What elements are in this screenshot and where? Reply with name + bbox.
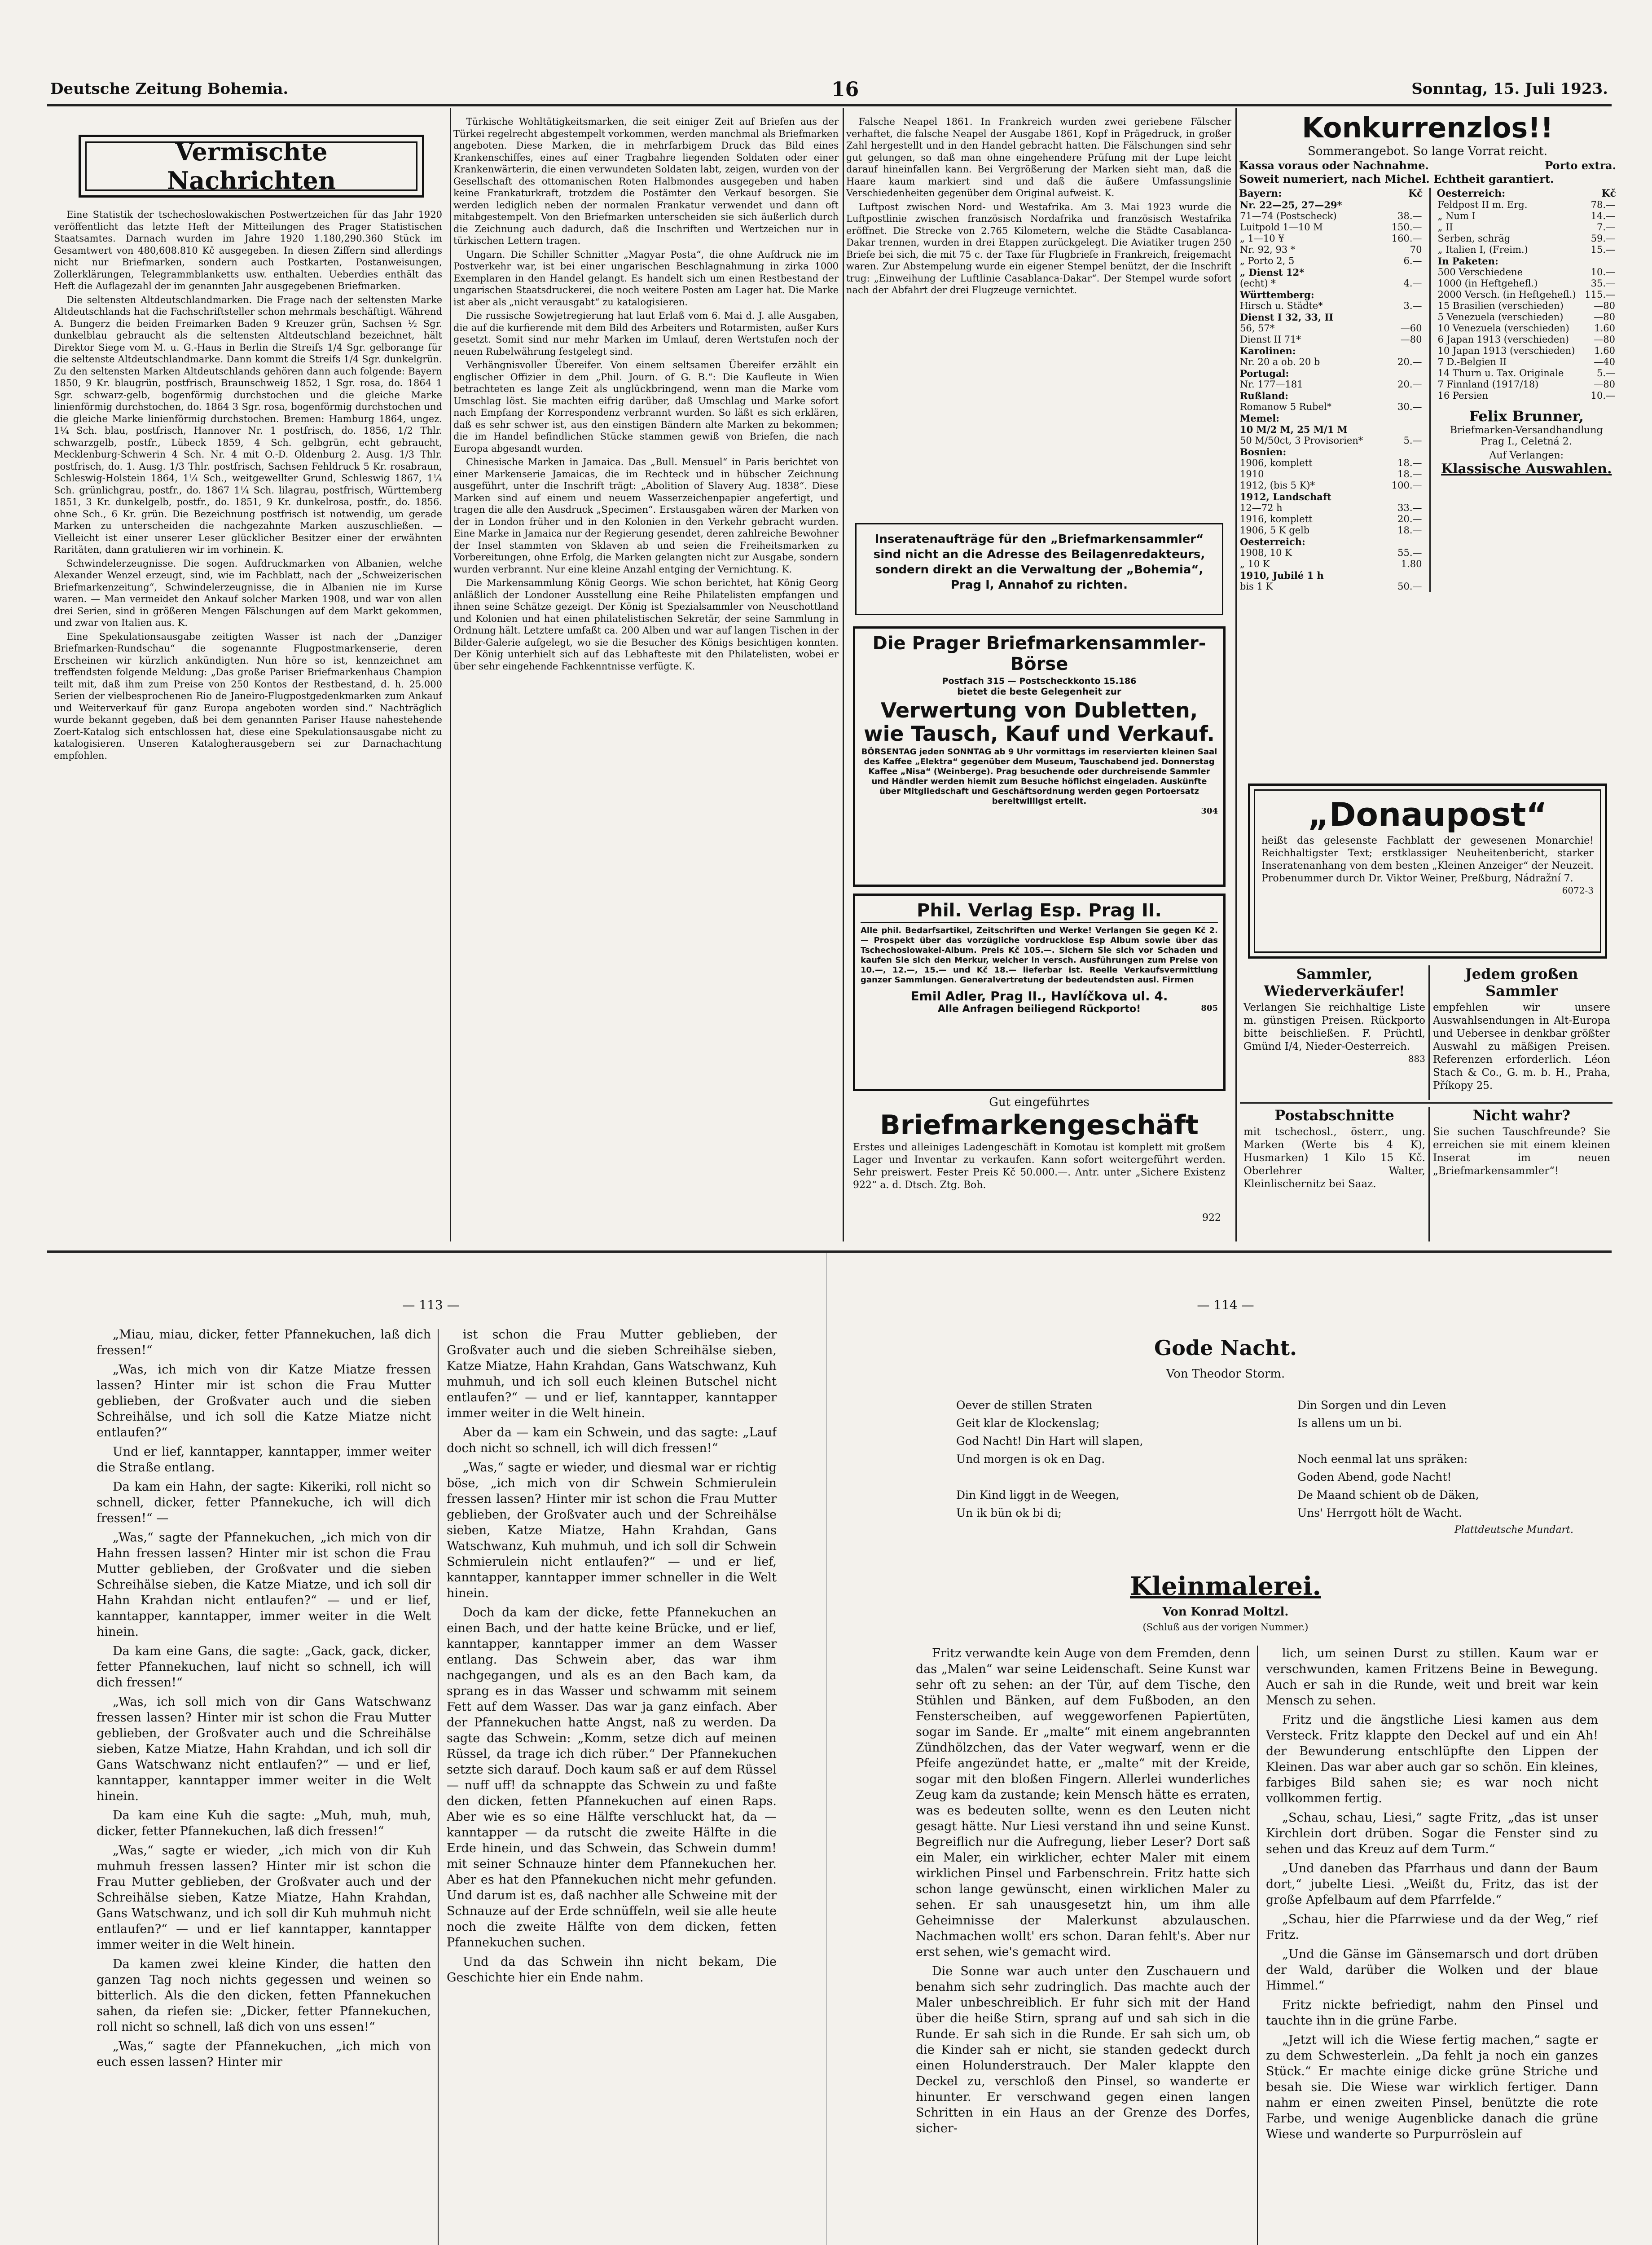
story-paragraph: „Was, ich mich von dir Katze Miatze fressen lassen? Hinter mir ist schon die Frau Mutter geblieben, der Großvater auch und die sieben Schreihälse, und ich soll die Katze Miatze nicht entlaufen?“: [97, 1363, 431, 1439]
price-item: 10 M/2 M, 25 M/1 M: [1240, 424, 1348, 435]
story-paragraph: „Was, ich soll mich von dir Gans Watschwanz fressen lassen? Hinter mir ist schon die Frau Mutter geblieben, der Großvater auch und die Schreihälse sieben, Katze Miatze, Hahn Krahdan, und ich soll dir Gans Watschwanz nicht entlaufen?“ — und er lief, kanntapper, kanntapper immer weiter in die Welt hinein.: [97, 1695, 431, 1803]
price-item: 56, 57*: [1240, 323, 1275, 334]
ad-konkurrenzlos-name: Felix Brunner,: [1469, 408, 1584, 425]
ad-konkurrenzlos: [1239, 112, 1616, 777]
story-title: Kleinmalerei.: [1130, 1572, 1321, 1601]
price-item: 6 Japan 1913 (verschieden): [1437, 334, 1569, 345]
article-column-2: [453, 116, 839, 1241]
price-row: [1239, 424, 1423, 435]
story-paragraph: ist schon die Frau Mutter geblieben, der Großvater auch und die sieben Schreihälse sieben, Katze Miatze, Hahn Krahdan, Gans Watschwanz, Kuh muhmuh, und ich soll euch kleinen Butschel nicht entlaufen?“ — und er lief, kanntapper, kanntapper immer weiter in die Welt hinein.: [447, 1328, 777, 1420]
story-paragraph: Da kam eine Kuh die sagte: „Muh, muh, muh, dicker, fetter Pfannekuchen, laß dich fressen!“: [97, 1809, 431, 1838]
price-value: 20.—: [1397, 514, 1422, 524]
price-item: 5 Venezuela (verschieden): [1437, 312, 1564, 322]
price-row: [1437, 345, 1617, 357]
ad-geschaeft-number: 922: [1202, 1212, 1221, 1224]
price-item: Oesterreich:: [1240, 536, 1305, 547]
header-rule: [47, 104, 1612, 106]
section-title: Vermischte Nachrichten: [167, 137, 336, 195]
price-row: [1437, 323, 1617, 334]
price-item: 71—74 (Postscheck): [1240, 211, 1337, 221]
price-row: [1437, 278, 1617, 289]
article-uebereifer: Verhängnisvoller Übereifer. Von einem seltsamen Übereifer erzählt ein englischer Offizier in dem „Phil. Journ. of G. B.“: Die Kaufleute in Wien betrachteten es lange Zeit als unglückbringend, wenn man die Marke vom Umschlag löst. Sie machten eifrig darüber, daß Umschlag und Marke sofort nach Empfang der Korrespondenz verbrannt wurden. So läßt es sich erklären, daß es sehr schwer ist, aus den einstigen Bändern alte Marken zu bekommen; die im Handel befindlichen Stücke stammen gewiß von Briefen, die nach Europa abgesandt wurden.: [453, 360, 839, 454]
price-item: Nr. 177—181: [1240, 379, 1303, 390]
price-value: 18.—: [1397, 469, 1422, 480]
price-item: Karolinen:: [1240, 345, 1296, 357]
price-value: 55.—: [1397, 547, 1422, 558]
story-paragraph: „Was,“ sagte er wieder, „ich mich von dir Kuh muhmuh fressen lassen? Hinter mir ist schon die Frau Mutter geblieben, der Großvater auch und der Schreihälse sieben, Katze Miatze, Hahn Krahdan, Gans Watschwanz, und ich soll dir Kuh muhmuh nicht entlaufen?“ — und er lief kanntapper, kanntapper immer weiter in die Welt hinein.: [97, 1844, 431, 1952]
poem-line: Noch eenmal lat uns spräken:: [1297, 1453, 1468, 1466]
ad-geschaeft: [853, 1096, 1226, 1239]
price-row: [1239, 581, 1423, 592]
article-spekulation: Eine Spekulationsausgabe zeitigten Wasser ist nach der „Danziger Briefmarken-Rundschau“ die sogenannte Flugpostmarkenserie, deren Erscheinen wir kürzlich ankündigten. Nun höre so ist, kennzeichnet am treffendsten folgende Meldung: „Das große Pariser Briefmarkenhaus Champion teilt mit, daß ihm zum Preise von 250 Kontos der Restbestand, d. h. 25.000 Serien der vielbesprochenen Rio de Janeiro-Flugpostgedenkmarken zum Ankauf und Weiterverkauf für ganz Europa angeboten worden sind.“ Nachträglich wurde bekannt gegeben, daß bei dem genannten Pariser Hause nahestehende Zoert-Katalog sich entschlossen hat, diese eine Spekulationsausgabe nicht zu katalogisieren. Unseren Katalogherausgebern sei zur Darnachachtung empfohlen.: [54, 631, 442, 761]
price-row: [1239, 300, 1423, 312]
ad-geschaeft-intro: Gut eingeführtes: [989, 1096, 1090, 1109]
price-value: 150.—: [1391, 222, 1422, 233]
price-value: 30.—: [1397, 401, 1422, 412]
page-number: 16: [831, 78, 859, 101]
price-value: 115.—: [1585, 289, 1616, 300]
ad-sammler-number: 883: [1408, 1053, 1425, 1064]
poem-line: Un ik bün ok bi di;: [956, 1506, 1062, 1519]
price-value: 10.—: [1590, 267, 1616, 277]
price-item: „ 10 K: [1240, 559, 1270, 569]
price-item: (echt) *: [1240, 278, 1276, 289]
price-value: 20.—: [1397, 379, 1422, 390]
price-list-currency: Kč: [1601, 188, 1617, 199]
price-row: [1437, 300, 1617, 312]
price-item: 1912, (bis 5 K)*: [1240, 480, 1315, 491]
masthead: [50, 80, 1608, 102]
price-value: 35.—: [1590, 278, 1616, 289]
price-value: [1385, 491, 1423, 502]
price-item: In Paketen:: [1437, 255, 1498, 267]
ad-donaupost: [1248, 784, 1607, 959]
price-value: 7.—: [1596, 222, 1616, 233]
price-value: [1385, 390, 1423, 401]
price-row: [1239, 312, 1423, 323]
poem-author: Von Theodor Storm.: [1166, 1367, 1285, 1381]
price-row: [1437, 255, 1617, 267]
price-value: [1385, 267, 1423, 278]
price-row: [1239, 199, 1423, 211]
price-value: 70: [1410, 244, 1422, 255]
poem-note: Plattdeutsche Mundart.: [1454, 1524, 1573, 1536]
price-row: [1437, 199, 1617, 211]
story-column-d: [1266, 1646, 1598, 2245]
price-value: —60: [1400, 323, 1422, 334]
price-row: [1239, 413, 1423, 424]
price-item: 2000 Versch. (in Heftgehefl.): [1437, 289, 1576, 300]
price-row: [1239, 222, 1423, 233]
price-value: 4.—: [1403, 278, 1422, 289]
ad-donaupost-text: heißt das gelesenste Fachblatt der gewesenen Monarchie! Reichhaltigster Text; erstklassiger Neuheitenbericht, starker Inseratenanhang von dem besten „Kleinen Anzeiger“ der Neuzeit. Probenummer durch Dr. Viktor Weiner, Preßburg, Nádražní 7.: [1261, 835, 1594, 884]
price-item: „ Num I: [1437, 211, 1476, 221]
price-value: [1385, 345, 1423, 357]
ad-konkurrenzlos-line2: Prag I., Celetná 2.: [1481, 436, 1572, 447]
story-paragraph: Da kam eine Gans, die sagte: „Gack, gack, dicker, fetter Pfannekuchen, lauf nicht so schnell, ich will dich fressen!“: [97, 1644, 431, 1690]
price-row: [1437, 244, 1617, 255]
price-item: „ 1—10 ¥: [1240, 233, 1284, 244]
price-item: 12—72 h: [1240, 502, 1283, 513]
price-row: [1437, 379, 1617, 390]
ad-divider: [1240, 1102, 1612, 1104]
price-row: [1437, 289, 1617, 300]
price-row: [1239, 379, 1423, 390]
column-rule: [1257, 1646, 1258, 2245]
price-item: 7 Finnland (1917/18): [1437, 379, 1539, 390]
price-value: [1385, 368, 1423, 379]
story-note: (Schluß aus der vorigen Nummer.): [1142, 1622, 1309, 1633]
article-jamaica: Chinesische Marken in Jamaica. Das „Bull. Mensuel“ in Paris berichtet von einer Markenserie Jamaicas, die im Rechteck und in hübscher Zeichnung ausgeführt, unter die Inschrift trägt: „Abolition of Slavery Aug. 1838“. Diese Marken sind auf einem und neuem Wasserzeichenpapier angefertigt, und tragen die alle den Ausdruck „Specimen“. Erstausgaben wären der Marken von der in London früher und in den Kolonien in den Verkehr gebracht wurden. Eine Marke in Jamaica nur der Regierung gesendet, deren zahlreiche Bewohner der Insel stammten von Sklaven ab und seien die Freiheitsmarken zu Vorbereitungen, ohne Erfolg, die Marken gelangten nicht zur Ausgabe, sondern wurden verbrannt. Nur eine kleine Anzahl entging der Vernichtung. K.: [453, 457, 839, 575]
ad-konkurrenzlos-line4: Klassische Auswahlen.: [1441, 461, 1612, 477]
ad-boerse-number: 304: [1201, 806, 1218, 816]
price-value: [1385, 413, 1423, 424]
ad-boerse: [853, 626, 1226, 887]
price-value: 78.—: [1590, 199, 1616, 210]
price-item: Württemberg:: [1240, 289, 1314, 300]
story-paragraph: „Schau, schau, Liesi,“ sagte Fritz, „das ist unser Kirchlein dort drüben. Sogar die Fenster sind zu sehen und das Kreuz auf dem Turm.“: [1266, 1811, 1598, 1856]
price-item: 500 Verschiedene: [1437, 267, 1523, 277]
price-value: [1385, 289, 1423, 300]
story-paragraph: „Miau, miau, dicker, fetter Pfannekuchen, laß dich fressen!“: [97, 1328, 431, 1357]
price-row: [1239, 458, 1423, 469]
price-item: Rußland:: [1240, 390, 1288, 401]
page-separator: [47, 1250, 1612, 1253]
price-row: [1239, 345, 1423, 357]
price-value: [1385, 536, 1423, 547]
story-paragraph: Die Sonne war auch unter den Zuschauern und benahm sich sehr zudringlich. Das machte auch der Maler unbeschreiblich. Er fuhr sich mit der Hand über die heiße Stirn, sprang auf und sah sich in die Runde. Er sah sich in die Runde. Er sah sich um, ob die Kinder sah er nicht, sie standen gedeckt durch einen Holunderstrauch. Der Maler klappte den Deckel zu, verschloß den Pinsel, so wanderte er hinunter. Er verschwand gegen einen langen Schritten in ein Haus an der Grenze des Dorfes, sicher-: [916, 1964, 1250, 2135]
price-value: 100.—: [1391, 480, 1422, 491]
price-row: [1239, 480, 1423, 491]
price-row: [1239, 401, 1423, 413]
ad-geschaeft-title: Briefmarkengeschäft: [880, 1109, 1199, 1141]
price-value: 14.—: [1590, 211, 1616, 221]
price-value: 33.—: [1397, 502, 1422, 513]
poem-right: [1297, 1396, 1589, 1540]
price-list-right: [1437, 199, 1617, 401]
price-value: 59.—: [1590, 233, 1616, 244]
ad-phil-title: Phil. Verlag Esp. Prag II.: [861, 899, 1218, 923]
price-row: [1239, 278, 1423, 289]
price-value: [1385, 312, 1423, 323]
price-item: 1906, komplett: [1240, 458, 1313, 468]
price-value: 160.—: [1391, 233, 1422, 244]
ad-boerse-sub: Postfach 315 — Postscheckkonto 15.186: [942, 676, 1137, 686]
story-paragraph: „Und die Gänse im Gänsemarsch und dort drüben der Wald, darüber die Wolken und der blaue Himmel.“: [1266, 1947, 1598, 1993]
story-paragraph: „Und daneben das Pfarrhaus und dann der Baum dort,“ jubelte Liesi. „Weißt du, Fritz, das ist der große Apfelbaum auf dem Pfarrfelde.“: [1266, 1862, 1598, 1907]
poem-line: Oever de stillen Straten: [956, 1399, 1093, 1412]
poem-line: [956, 1468, 1270, 1486]
price-value: 1.60: [1594, 345, 1616, 356]
ad-konkurrenzlos-title: Konkurrenzlos!!: [1302, 111, 1553, 144]
price-item: 50 M/50ct, 3 Provisorien*: [1240, 435, 1363, 446]
ad-phil-text: Alle phil. Bedarfsartikel, Zeitschriften und Werke! Verlangen Sie gegen Kč 2.— Prospekt über das vorzügliche vordrucklose Esp Album sowie über das Tschechoslowakei-Album. Preis Kč 105.—. Sichern Sie sich vor Schaden und kaufen Sie sich den Merkur, welcher in versch. Ausführungen zum Preise von 10.—, 12.—, 15.— und Kč 18.— lieferbar ist. Reelle Verkaufsvermittlung ganzer Sammlungen. Generalvertretung der bedeutendsten ausl. Firmen: [861, 926, 1218, 985]
price-row: [1239, 435, 1423, 446]
price-row: [1239, 255, 1423, 267]
price-value: —80: [1400, 334, 1422, 345]
paper-name: Deutsche Zeitung Bohemia.: [50, 80, 289, 98]
price-item: Portugal:: [1240, 368, 1289, 379]
price-row: [1437, 334, 1617, 345]
article-column-1: [54, 209, 442, 1237]
price-item: „ Italien I, (Freim.): [1437, 244, 1528, 255]
price-value: 38.—: [1397, 211, 1422, 221]
ad-phil-number: 805: [1201, 1004, 1218, 1013]
price-item: 15 Brasilien (verschieden): [1437, 300, 1564, 311]
issue-date: Sonntag, 15. Juli 1923.: [1411, 80, 1608, 98]
notice-text: Inseratenaufträge für den „Briefmarkensammler“ sind nicht an die Adresse des Beilagenredakteurs, sondern direkt an die Verwaltung der „Bohemia“, Prag I, Annahof zu richten.: [873, 533, 1205, 592]
price-item: Nr. 20 a ob. 20 b: [1240, 357, 1320, 367]
poem-line: [1297, 1432, 1589, 1450]
price-row: [1239, 211, 1423, 222]
price-row: [1437, 368, 1617, 379]
price-value: —80: [1594, 334, 1616, 345]
story-paragraph: „Jetzt will ich die Wiese fertig machen,“ sagte er zu dem Schwesterlein. „Da fehlt ja noch ein ganzes Stück.“ Er machte einige dicke grüne Striche und besah sie. Die Wiese war wirklich fertiger. Dann nahm er einen zweiten Pinsel, benützte die rote Farbe, und wenige Augenblicke danach die grüne Wiese und wanderte so Purpurröslein auf: [1266, 2033, 1598, 2141]
price-item: 7 D.-Belgien II: [1437, 357, 1507, 367]
story-paragraph: Fritz und die ängstliche Liesi kamen aus dem Versteck. Fritz klappte den Deckel auf und ein Ah! der Bewunderung entschlüpfte den Lippen der Kleinen. Das war aber auch gar so schön. Ein kleines, farbiges Bild sahen sie; es war noch nicht vollkommen fertig.: [1266, 1713, 1598, 1805]
ad-donaupost-title: „Donaupost“: [1308, 796, 1547, 833]
price-row: [1239, 502, 1423, 514]
price-value: 5.—: [1403, 435, 1422, 446]
story-author: Von Konrad Moltzl.: [1162, 1605, 1289, 1619]
price-item: Romanow 5 Rubel*: [1240, 401, 1332, 412]
ad-divider: [1428, 1107, 1430, 1241]
ad-boerse-title: Die Prager Briefmarkensammler-Börse: [872, 633, 1206, 674]
ad-jedem-text: empfehlen wir unsere Auswahlsendungen in Alt-Europa und Uebersee in denkbar größter Auswahl zu mäßigen Preisen. Referenzen erforderlich. Léon Stach & Co., G. m. b. H., Praha, Příkopy 25.: [1433, 1002, 1610, 1092]
story-column-a: [97, 1327, 431, 2245]
ad-postabschnitte-text: mit tschechosl., österr., ung. Marken (Werte bis 4 K), Husmarken) 1 Kilo 15 Kč. Oberlehrer Walter, Kleinlischernitz bei Saaz.: [1243, 1126, 1425, 1190]
poem-line: Geit klar de Klockenslag;: [956, 1417, 1100, 1430]
ad-postabschnitte-title: Postabschnitte: [1274, 1107, 1394, 1124]
ad-konkurrenzlos-line1: Briefmarken-Versandhandlung: [1450, 425, 1603, 436]
price-list-head: Oesterreich:: [1437, 188, 1506, 199]
price-value: 10.—: [1590, 390, 1616, 401]
price-value: 18.—: [1397, 525, 1422, 536]
ad-divider: [1428, 965, 1430, 1100]
price-value: —80: [1594, 379, 1616, 390]
article-luftpost: Luftpost zwischen Nord- und Westafrika. Am 3. Mai 1923 wurde die Luftpostlinie zwischen französisch Nordafrika und französisch Westafrika eröffnet. Die Strecke von 2.765 Kilometern, welche die Städte Casablanca-Dakar trennen, wurden in drei Etappen zurückgelegt. Die Aviatiker trugen 250 Briefe bei sich, die mit 75 c. der Taxe für Flugbriefe in Frankreich, freigemacht waren. Zur Abstempelung wurde ein eigener Stempel benützt, der die Inschrift trug: „Einweihung der Luftlinie Casablanca-Dakar“. Der Stempel wurde sofort nach der Abfahrt der drei Flugzeuge vernichtet.: [846, 201, 1231, 295]
ad-geschaeft-text: Erstes und alleiniges Ladengeschäft in Komotau ist komplett mit großem Lager und Inventar zu verkaufen. Kann sofort weitergeführt werden. Sehr preiswert. Fester Preis Kč 50.000.—. Antr. unter „Sichere Existenz 922“ a. d. Dtsch. Ztg. Boh.: [853, 1142, 1226, 1191]
article-tuerkei: Türkische Wohltätigkeitsmarken, die seit einiger Zeit auf Briefen aus der Türkei regelrecht abgestempelt vorkommen, werden manchmal als Briefmarken angeboten. Diese Marken, die in mehrfarbigem Druck das Bild eines Krankenschiffes, eines auf einer Tragbahre liegenden Soldaten oder einer Krankenwärterin, die einen verwundeten Soldaten labt, zeigen, wurden von der Gesellschaft des ottomanischen Roten Halbmondes ausgegeben und haben keine Frankaturkraft, trotzdem die Postämter den Verkauf besorgen. Sie werden lediglich neben der normalen Frankatur verwendet und dann oft mitabgestempelt. Von den Briefmarken unterscheiden sie sich äußerlich durch die Zeichnung auch dadurch, daß die Inschriften und Wertzeichen nur in türkischen Lettern tragen.: [453, 116, 839, 246]
price-item: „ Dienst 12*: [1240, 267, 1305, 278]
price-value: [1385, 199, 1423, 211]
price-item: 10 Venezuela (verschieden): [1437, 323, 1569, 334]
ad-konkurrenzlos-soweit: Soweit numeriert, nach Michel. Echtheit garantiert.: [1239, 172, 1554, 185]
column-rule: [843, 108, 844, 1241]
story-paragraph: Und er lief, kanntapper, kanntapper, immer weiter die Straße entlang.: [97, 1445, 431, 1475]
ad-jedem: [1433, 965, 1610, 1100]
price-value: 20.—: [1397, 357, 1422, 367]
story-paragraph: Und da das Schwein ihn nicht bekam, Die Geschichte hier ein Ende nahm.: [447, 1955, 777, 1985]
price-item: Nr. 22—25, 27—29*: [1240, 199, 1342, 211]
article-neapel: Falsche Neapel 1861. In Frankreich wurden zwei geriebene Fälscher verhaftet, die falsche Neapel der Ausgabe 1861, Kopf in Prägedruck, in großer Zahl hergestellt und in den Handel gebracht hatten. Die Fälschungen sind sehr gut gelungen, so daß man ohne eingehendere Prüfung mit der Lupe leicht darauf hineinfallen kann. Bei Vergrößerung der Marken sieht man, daß die Haare kaum markiert sind und daß die äußere Umfassungslinie Verschiedenheiten gegenüber dem Original aufweist. K.: [846, 116, 1231, 198]
price-row: [1239, 244, 1423, 255]
article-statistik: Eine Statistik der tschechoslowakischen Postwertzeichen für das Jahr 1920 veröffentlicht das letzte Heft der Mitteilungen des Prager Statistischen Staatsamtes. Darnach wurden im Jahre 1920 1.180,290.360 Stück im Gesamtwert von 480,608.810 Kč ausgegeben. In diesen Ziffern sind allerdings nicht nur Briefmarken, sondern auch Postkarten, Postanweisungen, Zollerklärungen, Telegrammblanketts usw. enthalten. Ueberdies enthält das Heft die Auflagezahl der im genannten Jahr ausgegebenen Briefmarken.: [54, 209, 442, 291]
price-item: „ II: [1437, 222, 1453, 233]
price-item: Hirsch u. Städte*: [1240, 300, 1323, 311]
price-row: [1437, 211, 1617, 222]
ad-boerse-headline: Verwertung von Dubletten, wie Tausch, Kauf und Verkauf.: [864, 698, 1215, 746]
ad-phil-verlag: [853, 894, 1226, 1091]
price-value: —80: [1594, 300, 1616, 311]
ad-donaupost-number: 6072-3: [1562, 885, 1594, 896]
price-row: [1437, 222, 1617, 233]
price-item: 16 Persien: [1437, 390, 1488, 401]
price-list-currency: Kč: [1408, 188, 1423, 199]
poem-line: Din Kind liggt in de Weegen,: [956, 1488, 1120, 1501]
price-item: Memel:: [1240, 413, 1279, 424]
ad-sammler-title: Sammler, Wiederverkäufer!: [1264, 965, 1405, 999]
price-item: Nr. 92, 93 *: [1240, 244, 1296, 255]
ad-sammler-text: Verlangen Sie reichhaltige Liste m. günstigen Preisen. Rückporto bitte beischließen. F. Prüchtl, Gmünd I/4, Nieder-Oesterreich.: [1243, 1002, 1425, 1052]
price-item: 10 Japan 1913 (verschieden): [1437, 345, 1575, 356]
price-row: [1239, 233, 1423, 244]
price-item: 1000 (in Heftgehefl.): [1437, 278, 1538, 289]
ad-konkurrenzlos-porto: Porto extra.: [1545, 159, 1616, 172]
column-rule: [438, 1329, 439, 2245]
column-rule: [450, 108, 451, 1241]
price-item: 1910, Jubilé 1 h: [1240, 570, 1324, 581]
poem-line: God Nacht! Din Hart will slapen,: [956, 1435, 1143, 1448]
price-item: bis 1 K: [1240, 581, 1273, 592]
ad-konkurrenzlos-kasse: Kassa voraus oder Nachnahme.: [1239, 159, 1429, 172]
price-row: [1239, 547, 1423, 559]
price-item: 1906, 5 K gelb: [1240, 525, 1310, 536]
price-row: [1239, 570, 1423, 581]
price-value: [1385, 570, 1423, 581]
column-rule: [1235, 108, 1237, 1241]
price-value: —80: [1594, 312, 1616, 322]
story-paragraph: „Schau, hier die Pfarrwiese und da der Weg,“ rief Fritz.: [1266, 1912, 1598, 1942]
price-value: 1.60: [1594, 323, 1616, 334]
price-value: [1385, 424, 1423, 435]
ad-nicht-wahr: [1433, 1107, 1610, 1241]
poem-title: Gode Nacht.: [1154, 1336, 1297, 1360]
article-altdeutschland: Die seltensten Altdeutschlandmarken. Die Frage nach der seltensten Marke Altdeutschlands hat die Fachschriftsteller schon mehrmals beschäftigt. Während A. Bungerz die beiden Freimarken Baden 9 Kreuzer grün, Sachsen ½ Sgr. dunkelblau gebraucht als die seltensten Altdeutschland bezeichnet, hält Direktor Siege vom M. u. G.-Haus in Berlin die Streifs 1/4 Sgr. gelborange für die seltenste Altdeutschlandmarke. Dann kommt die Streifs 1/4 Sgr. dunkelgrün. Zu den seltensten Marken Altdeutschlands gehören dann auch folgende: Bayern 1850, 9 Kr. blaugrün, postfrisch, Braunschweig 1852, 1 Sgr. rosa, do. 1864 1 Sgr. schwarz-gelb, bogenförmig durchstochen und die gleiche Marke linienförmig durchstochen, do. 1864 3 Sgr. rosa, bogenförmig durchstochen und die gleiche Marke linienförmig durchstochen. Bremen: Hamburg 1864, ungez. 1¼ Sch. blau, postfrisch, Hannover Nr. 1 postfrisch, do. 1856, 1/2 Thlr. schwarzgelb, postfr., Lübeck 1859, 4 Sch. gelbgrün, echt gebraucht, Mecklenburg-Schwerin 4 Sch. Nr. 4 mit O.-D. Oldenburg 2. Ausg. 1/3 Thlr. postfrisch, do. 1. Ausg. 1/3 Thlr. postfrisch, Sachsen Fehldruck 5 Kr. rosabraun, Schleswig-Holstein 1864, 1¼ Sch., weitgewellter Grund, Schleswig 1867, 1¼ Sch. grünlichgrau, postfr., do. 1867 1¼ Sch. lilagrau, postfrisch, Württemberg 1851, 3 Kr. dunkelgelb, postfr., do. 1851, 9 Kr. dunkelrosa, postfr., do. 1856. ohne Sch., 6 Kr. grün. Die Bezeichnung postfrisch ist notwendig, um gerade Marken zu unterscheiden die nachgezahnte Marken auszuschließen. — Vielleicht ist einer unserer Leser glücklicher Besitzer einer der erwähnten Raritäten, dann gratulieren wir im vorhinein. K.: [54, 294, 442, 555]
price-item: 1908, 10 K: [1240, 547, 1292, 558]
notice-box: [855, 523, 1223, 615]
ad-jedem-title: Jedem großen Sammler: [1465, 965, 1578, 999]
price-item: Feldpost II m. Erg.: [1437, 199, 1528, 210]
price-value: 5.—: [1596, 368, 1616, 379]
price-row: [1239, 390, 1423, 401]
poem-line: Is allens um un bi.: [1297, 1417, 1402, 1430]
price-value: 50.—: [1397, 581, 1422, 592]
price-item: Dienst II 71*: [1240, 334, 1301, 345]
ad-konkurrenzlos-sub: Sommerangebot. So lange Vorrat reicht.: [1308, 145, 1547, 158]
poem-line: Goden Abend, gode Nacht!: [1297, 1470, 1452, 1483]
article-koenig-georg: Die Markensammlung König Georgs. Wie schon berichtet, hat König Georg anläßlich der Londoner Ausstellung eine Reihe Philatelisten empfangen und ihnen seine Schätze gezeigt. Der König ist Spezialsammler von Neuschottland und Kolonien und hat einen philatelistischen Sekretär, der seine Sammlung in Ordnung hält. Letztere umfaßt ca. 200 Alben und war auf langen Tischen in der Bilder-Galerie aufgelegt, wo sie die Besucher des Königs besichtigen konnten. Der König unterhielt sich auf das Lebhafteste mit den Philatelisten, wobei er über sehr eingehende Fachkenntnisse verfügte. K.: [453, 577, 839, 672]
poem-line: Uns' Herrgott hölt de Wacht.: [1297, 1506, 1462, 1519]
price-row: [1239, 357, 1423, 368]
story-paragraph: Fritz nickte befriedigt, nahm den Pinsel und tauchte ihn in die grüne Farbe.: [1266, 1998, 1598, 2028]
price-row: [1239, 514, 1423, 525]
story-column-b: [447, 1327, 777, 2245]
price-row: [1239, 559, 1423, 570]
poem-line: Din Sorgen und din Leven: [1297, 1399, 1446, 1412]
story-paragraph: Aber da — kam ein Schwein, und das sagte: „Lauf doch nicht so schnell, ich will dich fressen!“: [447, 1426, 777, 1455]
price-value: 3.—: [1403, 300, 1422, 311]
story-paragraph: „Was,“ sagte er wieder, und diesmal war er richtig böse, „ich mich von dir Schwein Schmierulein fressen lassen? Hinter mir ist schon die Frau Mutter geblieben, der Großvater auch und der Schreihälse sieben, Katze Miatze, Hahn Krahdan, Gans Watschwanz, Kuh muhmuh, und ich soll dir Schwein Schmierulein nicht entlaufen?“ — und er lief, kanntapper, kanntapper immer schneller in die Welt hinein.: [447, 1461, 777, 1600]
price-row: [1437, 357, 1617, 368]
story-paragraph: „Was,“ sagte der Pfannekuchen, „ich mich von dir Hahn fressen lassen? Hinter mir ist schon die Frau Mutter geblieben, der Großvater und die sieben Schreihälse sieben, die Katze Miatze, und ich soll dir Hahn Krahdan nicht entlaufen?“ — und er lief, kanntapper, kanntapper, immer weiter in die Welt hinein.: [97, 1531, 431, 1639]
price-value: —40: [1594, 357, 1616, 367]
ad-nicht-wahr-text: Sie suchen Tauschfreunde? Sie erreichen sie mit einem kleinen Inserat im neuen „Briefmarkensammler“!: [1433, 1126, 1610, 1177]
ad-phil-address: Emil Adler, Prag II., Havlíčkova ul. 4.: [910, 989, 1168, 1004]
ad-konkurrenzlos-line3: Auf Verlangen:: [1489, 450, 1564, 461]
price-row: [1239, 469, 1423, 480]
price-row: [1239, 536, 1423, 547]
price-row: [1239, 334, 1423, 345]
price-item: 1916, komplett: [1240, 514, 1313, 524]
page-fold: [826, 1253, 827, 2245]
price-row: [1239, 446, 1423, 458]
price-item: Dienst I 32, 33, II: [1240, 312, 1334, 323]
price-list-head: Bayern:: [1239, 188, 1282, 199]
story-paragraph: Da kam ein Hahn, der sagte: Kikeriki, roll nicht so schnell, dicker, fetter Pfannekuche, ich will dich fressen!“ —: [97, 1480, 431, 1525]
price-value: 1.80: [1401, 559, 1422, 569]
story-paragraph: „Was,“ sagte der Pfannekuchen, „ich mich von euch essen lassen? Hinter mir: [97, 2039, 431, 2069]
price-item: 1912, Landschaft: [1240, 491, 1331, 502]
article-russland: Die russische Sowjetregierung hat laut Erlaß vom 6. Mai d. J. alle Ausgaben, die auf die kurfierende mit dem Bild des Arbeiters und Rotarmisten, außer Kurs gesetzt. Somit sind nur mehr Marken im Umlauf, deren Wertstufen noch der neuen Rubelwährung festgelegt sind.: [453, 310, 839, 357]
article-schwindel: Schwindelerzeugnisse. Die sogen. Aufdruckmarken von Albanien, welche Alexander Wenzel erzeugt, sind, wie im Fachblatt, nach der „Schweizerischen Briefmarkenzeitung“, Schwindelerzeugnisse, die in Albanien nie im Kurse waren. — Man vermeidet den Ankauf solcher Marken 1908, und war von allen drei Serien, sind in größeren Mengen Fälschungen auf dem Markt gekommen, und zwar von Italien aus. K.: [54, 558, 442, 628]
price-row: [1239, 289, 1423, 300]
lower-right-page-number: — 114 —: [1197, 1298, 1254, 1312]
price-row: [1239, 267, 1423, 278]
price-value: 18.—: [1397, 458, 1422, 468]
story-paragraph: Da kamen zwei kleine Kinder, die hatten den ganzen Tag noch nichts gegessen und weinen so bitterlich. Als die den dicken, fetten Pfannekuchen sahen, da riefen sie: „Dicker, fetter Pfannekuchen, roll nicht so schnell, laß dich von uns essen!“: [97, 1957, 431, 2034]
price-row: [1239, 525, 1423, 536]
poem-line: De Maand schient ob de Däken,: [1297, 1488, 1479, 1501]
ad-nicht-wahr-title: Nicht wahr?: [1472, 1107, 1571, 1124]
ad-sammler: [1243, 965, 1425, 1100]
section-title-box: [79, 135, 424, 198]
story-column-c: [916, 1646, 1250, 2245]
ad-boerse-line: bietet die beste Gelegenheit zur: [957, 686, 1121, 697]
ad-postabschnitte: [1243, 1107, 1425, 1241]
price-item: „ Porto 2, 5: [1240, 255, 1295, 266]
ad-boerse-text: BÖRSENTAG jeden SONNTAG ab 9 Uhr vormittags im reservierten kleinen Saal des Kaffee „Elektra“ gegenüber dem Museum, Tauschabend jed. Donnerstag Kaffee „Nisa“ (Weinberge). Prag besuchende oder durchreisende Sammler und Händler werden hiemit zum Besuche höflichst eingeladen. Auskünfte über Mitgliedschaft und Geschäftsordnung werden gegen Portoersatz bereitwilligst erteilt.: [861, 747, 1217, 806]
story-paragraph: Fritz verwandte kein Auge von dem Fremden, denn das „Malen“ war seine Leidenschaft. Seine Kunst war sehr oft zu sehen: an der Tür, auf dem Tische, den Stühlen und Bänken, auf dem Fußboden, an den Fensterscheiben, auf weggeworfenen Papiertüten, sogar im Sande. Er „malte“ mit einem angebrannten Zündhölzchen, das der Vater wegwarf, wenn er die Pfeife angezündet hatte, er „malte“ mit der Kreide, sogar mit den bloßen Fingern. Allerlei wunderliches Zeug kam da zustande; kein Mensch hätte es erraten, was es bedeuten sollte, wenn es den Leuten nicht gesagt hätte. Nur Liesi verstand ihn und seine Kunst. Begreiflich nur die Aufregung, lieber Leser? Dort saß ein Maler, ein wirklicher, echter Maler mit einem wirklichen Pinsel und Farbenschrein. Fritz hatte sich schon lange gewünscht, einen wirklichen Maler zu sehen. Er sah unausgesetzt hin, um ihm alle Geheimnisse der Malerkunst abzulauschen. Nachmachen wollt' ers schon. Daran fehlt's. Aber nur erst sehen, wie's gemacht wird.: [916, 1646, 1250, 1959]
price-row: [1239, 368, 1423, 379]
article-column-3: [846, 116, 1231, 471]
price-list-left: [1239, 199, 1423, 592]
story-paragraph: Doch da kam der dicke, fette Pfannekuchen an einen Bach, und der hatte keine Brücke, und er lief, kanntapper, kanntapper immer an dem Wasser entlang. Das Schwein aber, das war ihm nachgegangen, und als es an den Bach kam, da sprang es in das Wasser und schwamm mit seinem Fett auf dem Wasser. Das war ja ganz einfach. Aber der Pfannekuchen hatte Angst, naß zu werden. Da sagte das Schwein: „Komm, setze dich auf meinen Rüssel, da trage ich dich rüber.“ Der Pfannekuchen setzte sich darauf. Doch kaum saß er auf dem Rüssel — nuff uff! da schnappte das Schwein zu und faßte den dicken, fetten Pfannekuchen auf einen Raps. Aber wie es so eine Hälfte verschluckt hat, da — kanntapper — da rutscht die zweite Hälfte in die Erde hinein, und das Schwein, das Schwein dumm! mit seiner Schnauze hinter dem Pfannekuchen her. Aber es hat den Pfannekuchen nicht mehr gefunden. Und darum ist es, daß nachher alle Schweine mit der Schnauze auf der Erde schnüffeln, weil sie alle heute noch die zweite Hälfte von dem dicken, fetten Pfannekuchen suchen.: [447, 1606, 777, 1950]
price-row: [1239, 323, 1423, 334]
article-ungarn: Ungarn. Die Schiller Schnitter „Magyar Posta“, die ohne Aufdruck nie im Postverkehr war, ist bei einer ungarischen Beschlagnahmung in zirka 1000 Exemplaren in den Handel gelangt. Es handelt sich um einen Restbestand der ungarischen Staatsdruckerei, die noch weitere Posten am Lager hat. Die Marke ist aber als „nicht verausgabt“ zu katalogisieren.: [453, 249, 839, 308]
price-row: [1437, 390, 1617, 401]
price-item: 14 Thurn u. Tax. Originale: [1437, 368, 1564, 379]
price-item: Serben, schräg: [1437, 233, 1511, 244]
poem-line: Und morgen is ok en Dag.: [956, 1453, 1105, 1466]
price-value: [1582, 255, 1616, 267]
price-row: [1437, 233, 1617, 244]
price-value: [1385, 446, 1423, 458]
price-row: [1437, 267, 1617, 278]
price-item: 1910: [1240, 469, 1264, 480]
lower-left-page-number: — 113 —: [402, 1298, 460, 1312]
price-row: [1437, 312, 1617, 323]
price-item: Luitpold 1—10 M: [1240, 222, 1323, 233]
story-paragraph: lich, um seinen Durst zu stillen. Kaum war er verschwunden, kamen Fritzens Beine in Bewegung. Auch er sah in die Runde, weit und breit war kein Mensch zu sehen.: [1266, 1646, 1598, 1708]
ad-phil-footer: Alle Anfragen beiliegend Rückporto!: [937, 1004, 1141, 1015]
price-value: 6.—: [1403, 255, 1422, 266]
price-row: [1239, 491, 1423, 502]
price-value: 15.—: [1590, 244, 1616, 255]
price-item: Bosnien:: [1240, 446, 1287, 458]
poem-left: [956, 1396, 1270, 1540]
